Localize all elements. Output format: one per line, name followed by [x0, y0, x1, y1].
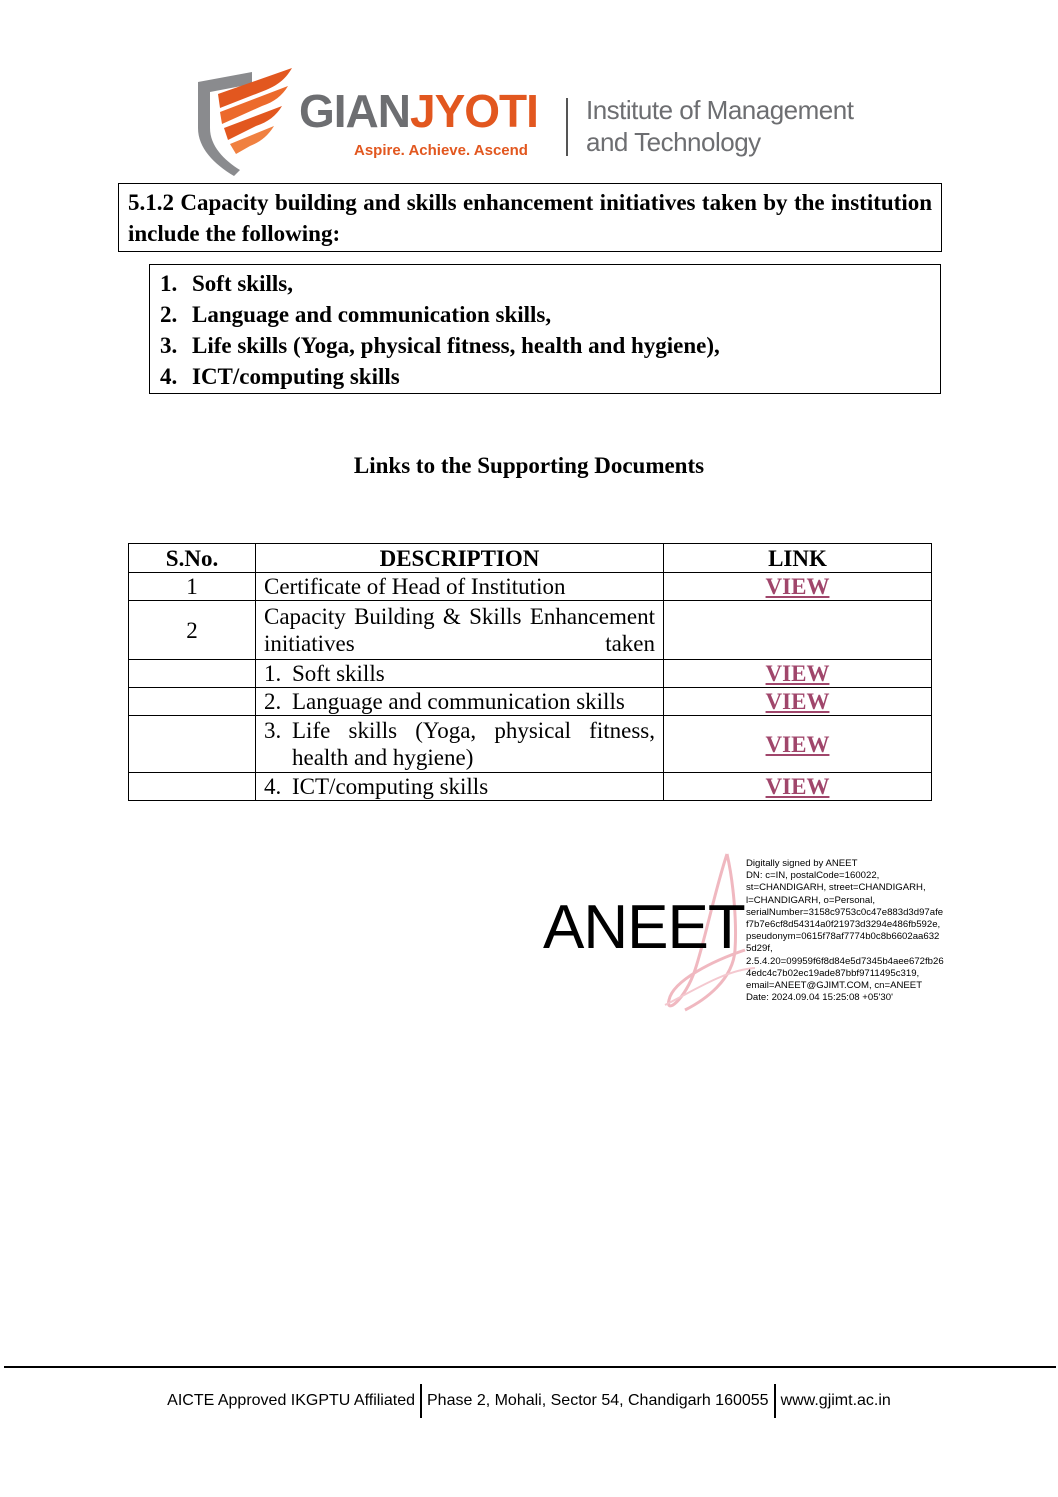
- cell-link: [664, 601, 932, 660]
- criterion-box: 5.1.2 Capacity building and skills enhancement initiatives taken by the institution include the following:: [118, 183, 942, 252]
- sub-item-number: 2.: [264, 689, 282, 714]
- table-row: [129, 773, 932, 801]
- cell-link: [664, 773, 932, 801]
- skill-label: Soft skills,: [192, 271, 293, 296]
- header-sno: S.No.: [129, 544, 256, 573]
- signature-line: 2.5.4.20=09959f6f8d84e5d7345b4aee672fb26: [746, 955, 944, 967]
- table-row: [129, 601, 932, 660]
- skills-list-box: [149, 264, 941, 394]
- skill-number: 1.: [160, 271, 178, 296]
- skill-label: Language and communication skills,: [192, 302, 552, 327]
- sub-item-number: 1.: [264, 661, 282, 686]
- skill-label: Life skills (Yoga, physical fitness, health and hygiene),: [192, 333, 720, 358]
- footer-separator: [774, 1384, 776, 1418]
- signature-line: email=ANEET@GJIMT.COM, cn=ANEET: [746, 980, 923, 992]
- skills-list-item: [150, 330, 940, 361]
- table-header-row: [129, 544, 932, 573]
- cell-sno: 1: [129, 573, 256, 601]
- brand-gian: GIAN: [299, 85, 410, 137]
- cell-sno: [129, 773, 256, 801]
- sub-item-text: Life skills (Yoga, physical fitness, health and hygiene): [292, 718, 655, 770]
- sub-item-number: 3.: [264, 718, 282, 743]
- cell-sno: [129, 716, 256, 773]
- view-link[interactable]: VIEW: [765, 574, 830, 599]
- view-link[interactable]: VIEW: [765, 689, 830, 714]
- footer-affiliation: AICTE Approved IKGPTU Affiliated: [167, 1392, 415, 1409]
- institute-line-1: Institute of Management: [586, 95, 854, 125]
- table-row: [129, 688, 932, 716]
- view-link[interactable]: VIEW: [765, 661, 830, 686]
- footer-separator: [420, 1384, 422, 1418]
- skill-number: 2.: [160, 302, 178, 327]
- supporting-documents-table: [128, 543, 932, 801]
- skill-label: ICT/computing skills: [192, 364, 400, 389]
- section-heading: Links to the Supporting Documents: [353, 453, 705, 478]
- sub-item-text: ICT/computing skills: [292, 774, 489, 799]
- skills-list-item: [150, 268, 940, 299]
- table-row: [129, 716, 932, 773]
- view-link[interactable]: VIEW: [765, 774, 830, 799]
- signature-line: DN: c=IN, postalCode=160022,: [746, 870, 880, 882]
- cell-link: [664, 660, 932, 688]
- cell-link: [664, 716, 932, 773]
- signature-line: 4edc4c7b02ec19ade87bbf9711495c319,: [746, 967, 920, 979]
- cell-description: [256, 688, 664, 716]
- cell-link: [664, 688, 932, 716]
- signature-line: pseudonym=0615f78af7774b0c8b6602aa632: [746, 931, 940, 943]
- signature-line: 5d29f,: [746, 943, 773, 955]
- footer: [0, 1384, 1058, 1418]
- cell-description: Capacity Building & Skills Enhancement initiatives taken: [256, 601, 664, 660]
- signature-line: Date: 2024.09.04 15:25:08 +05'30': [746, 992, 893, 1004]
- sub-item-number: 4.: [264, 774, 282, 799]
- skill-number: 4.: [160, 364, 178, 389]
- logo-divider: [566, 98, 568, 156]
- table-row: [129, 660, 932, 688]
- brand-tagline: Aspire. Achieve. Ascend: [354, 142, 528, 159]
- footer-rule: [4, 1366, 1056, 1368]
- brand-name: [299, 85, 538, 137]
- cell-sno: [129, 688, 256, 716]
- shield-logo-icon: [194, 66, 294, 178]
- signature-details: [746, 858, 946, 1004]
- footer-website[interactable]: www.gjimt.ac.in: [780, 1392, 891, 1409]
- skills-list-item: [150, 361, 940, 392]
- cell-sno: 2: [129, 601, 256, 660]
- signature-line: st=CHANDIGARH, street=CHANDIGARH,: [746, 882, 926, 894]
- signature-line: Digitally signed by ANEET: [746, 858, 858, 869]
- view-link[interactable]: VIEW: [765, 731, 830, 757]
- cell-description: [256, 660, 664, 688]
- sub-item-text: Language and communication skills: [292, 689, 625, 714]
- brand-jyoti: JYOTI: [410, 85, 538, 137]
- sub-item-text: Soft skills: [292, 661, 385, 686]
- signature-name: ANEET: [543, 893, 745, 962]
- skill-number: 3.: [160, 333, 178, 358]
- signature-line: f7b7e6cf8d54314a0f21973d3294e486fb592e,: [746, 919, 941, 931]
- cell-description: [256, 773, 664, 801]
- signature-line: serialNumber=3158c9753c0c47e883d3d97afe: [746, 906, 944, 918]
- institute-line-2: and Technology: [586, 127, 761, 157]
- signature-line: l=CHANDIGARH, o=Personal,: [746, 894, 876, 906]
- table-row: [129, 573, 932, 601]
- institute-logo: [194, 66, 874, 178]
- header-link: LINK: [664, 544, 932, 573]
- cell-description: [256, 716, 664, 773]
- cell-sno: [129, 660, 256, 688]
- header-description: DESCRIPTION: [256, 544, 664, 573]
- cell-description: Certificate of Head of Institution: [256, 573, 664, 601]
- cell-link: [664, 573, 932, 601]
- footer-address: Phase 2, Mohali, Sector 54, Chandigarh 160055: [427, 1392, 769, 1409]
- institute-name: [586, 94, 853, 158]
- skills-list-item: [150, 299, 940, 330]
